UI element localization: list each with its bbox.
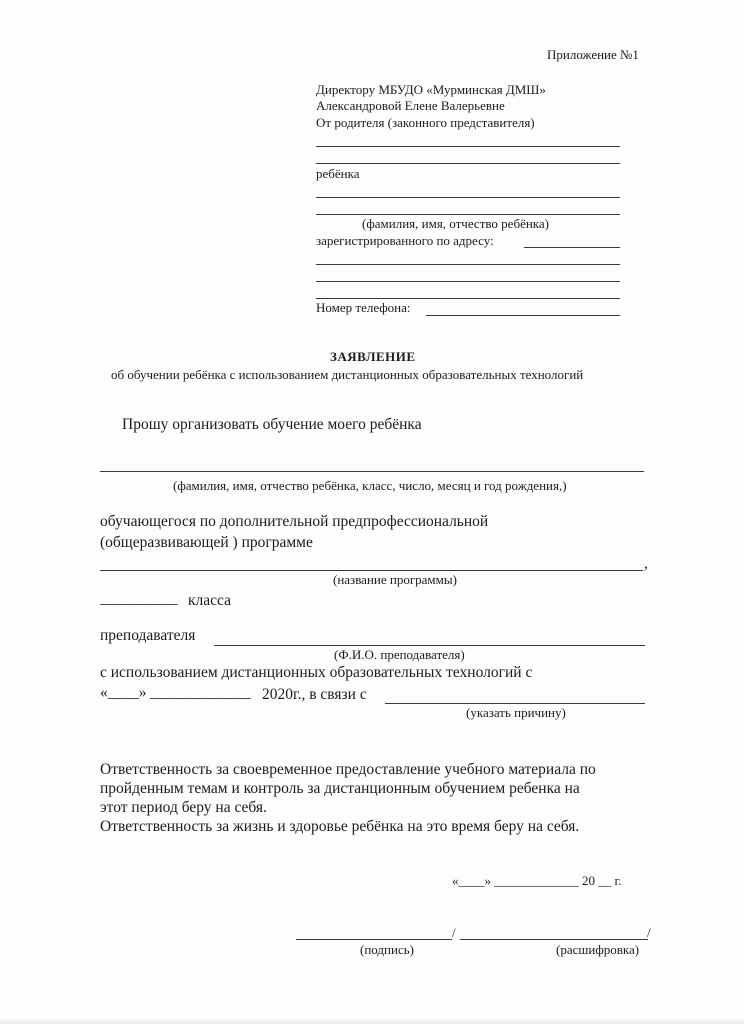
address-line-2	[316, 264, 620, 265]
child-name-line-2	[316, 214, 620, 215]
signature-separator: /	[452, 925, 456, 940]
signature-line	[296, 939, 452, 940]
addressee-line-1: Директору МБУДО «Мурминская ДМШ»	[316, 82, 546, 97]
appendix-label: Приложение №1	[547, 47, 639, 62]
child-name-caption: (фамилия, имя, отчество ребёнка)	[362, 216, 550, 231]
class-label: класса	[188, 592, 231, 609]
child-name-line-1	[316, 197, 620, 198]
request-text: Прошу организовать обучение моего ребёнка	[122, 416, 422, 433]
program-name-line	[100, 570, 643, 571]
program-text-line-1: обучающегося по дополнительной предпрофессиональной	[100, 513, 489, 530]
parent-name-line-1	[316, 146, 620, 147]
address-label: зарегистрированного по адресу:	[316, 233, 494, 248]
teacher-name-line	[214, 645, 645, 646]
child-info-line	[100, 471, 644, 472]
remote-learning-line: с использованием дистанционных образовательных технологий с	[100, 664, 533, 681]
teacher-label: преподавателя	[100, 627, 196, 644]
decode-end: /	[647, 925, 651, 940]
responsibility-line-3: этот период беру на себя.	[100, 799, 267, 816]
teacher-name-caption: (Ф.И.О. преподавателя)	[334, 647, 465, 662]
address-line-1	[524, 247, 620, 248]
program-comma: ,	[644, 555, 648, 572]
reason-caption: (указать причину)	[466, 705, 566, 720]
scan-edge	[0, 1018, 744, 1024]
child-info-caption: (фамилия, имя, отчество ребёнка, класс, число, месяц и год рождения,)	[173, 478, 567, 493]
decode-caption: (расшифровка)	[556, 942, 640, 957]
child-label: ребёнка	[316, 166, 360, 181]
reason-line	[385, 703, 645, 704]
parent-name-line-2	[316, 163, 620, 164]
program-name-caption: (название программы)	[333, 572, 457, 587]
address-line-4	[316, 298, 620, 299]
address-line-3	[316, 281, 620, 282]
decode-line	[460, 939, 648, 940]
start-date-year: 2020г., в связи с	[262, 686, 367, 703]
signature-date: «____» _____________ 20 __ г.	[452, 873, 622, 888]
phone-line	[426, 315, 620, 316]
responsibility-line-4: Ответственность за жизнь и здоровье ребёнка на это время беру на себя.	[100, 818, 580, 835]
start-date-month: _____________	[150, 684, 251, 701]
parent-label: От родителя (законного представителя)	[316, 115, 535, 130]
responsibility-line-2: пройденным темам и контроль за дистанционным обучением ребенка на	[100, 780, 580, 797]
class-blank: __________	[100, 590, 178, 607]
addressee-line-2: Александровой Елене Валерьевне	[316, 98, 505, 113]
document-title: ЗАЯВЛЕНИЕ	[330, 349, 416, 364]
responsibility-line-1: Ответственность за своевременное предоставление учебного материала по	[100, 761, 596, 778]
phone-label: Номер телефона:	[316, 300, 411, 315]
program-text-line-2: (общеразвивающей ) программе	[100, 534, 313, 551]
document-subtitle: об обучении ребёнка с использованием дистанционных образовательных технологий	[111, 367, 584, 382]
start-date-day: «____»	[100, 684, 147, 701]
signature-caption: (подпись)	[360, 942, 414, 957]
